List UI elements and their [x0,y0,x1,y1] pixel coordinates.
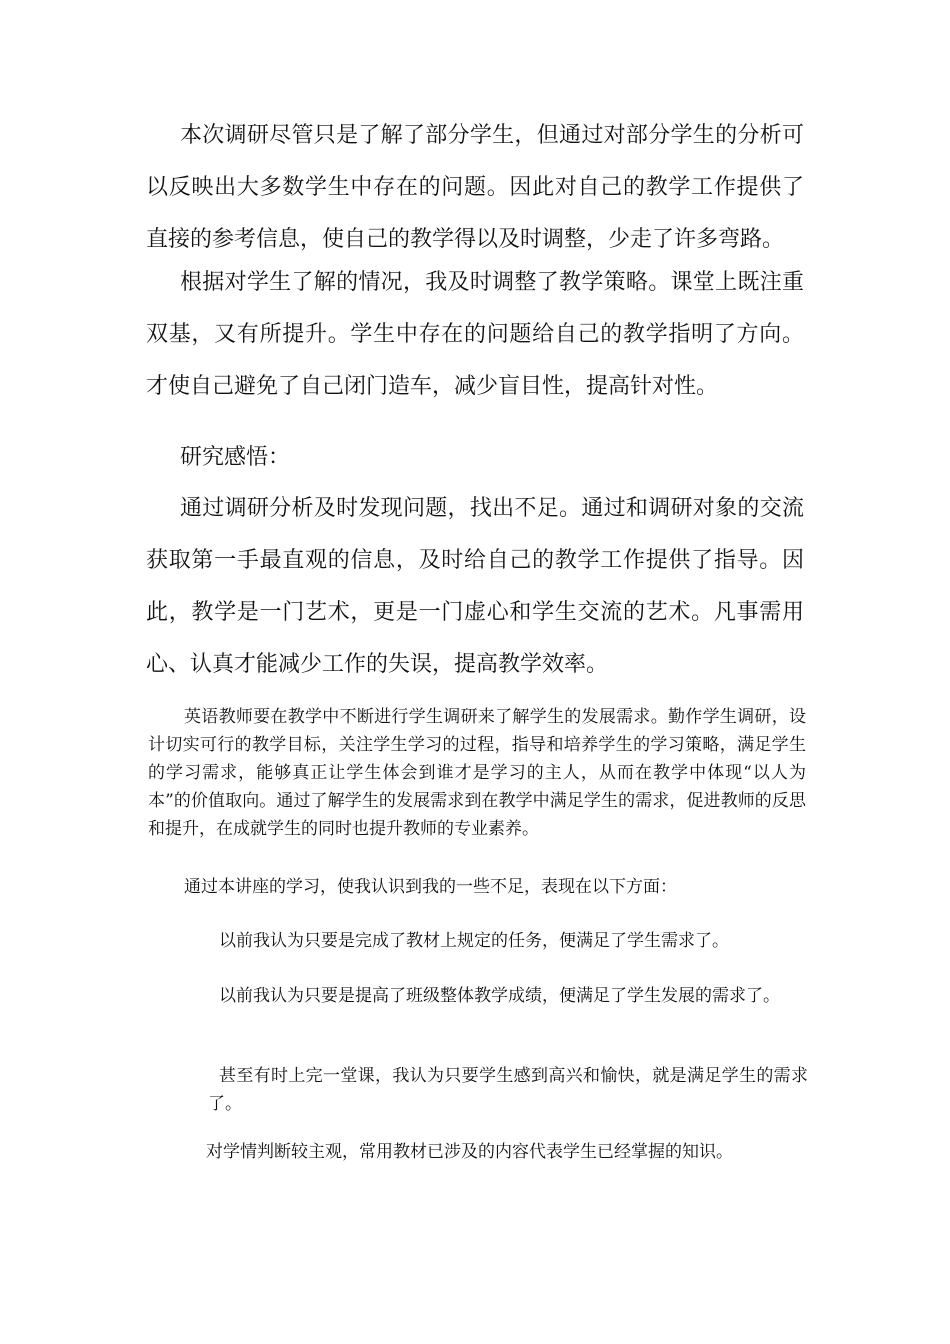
list-item-shortcoming-3: 甚至有时上完一堂课，我认为只要学生感到高兴和愉快，就是满足学生的需求了。 [208,1066,808,1114]
paragraph-strategy-adjustment: 根据对学生了解的情况，我及时调整了教学策略。课堂上既注重双基，又有所提升。学生中存在的问题给自己的教学指明了方向。才使自己避免了自己闭门造车，减少盲目性，提高针对性。 [146,270,804,399]
paragraph-english-teacher: 英语教师要在教学中不断进行学生调研来了解学生的发展需求。勤作学生调研，设计切实可行的教学目标，关注学生学习的过程，指导和培养学生的学习策略，满足学生的学习需求，能够真正让学生体会到谁才是学习的主人，从而在教学中体现“以人为本”的价值取向。通过了解学生的发展需求到在教学中满足学生的需求，促进教师的反思和提升，在成就学生的同时也提升教师的专业素养。 [148,707,806,839]
paragraph-research-reflection: 通过调研分析及时发现问题，找出不足。通过和调研对象的交流获取第一手最直观的信息，及时给自己的教学工作提供了指导。因此，教学是一门艺术，更是一门虚心和学生交流的艺术。凡事需用心、认真才能减少工作的失误，提高教学效率。 [146,496,804,677]
list-item-shortcoming-2: 以前我认为只要是提高了班级整体教学成绩，便满足了学生发展的需求了。 [219,986,780,1006]
list-item-shortcoming-1: 以前我认为只要是完成了教材上规定的任务，便满足了学生需求了。 [219,931,729,951]
section-heading-research-reflection: 研究感悟： [180,445,291,470]
paragraph-lecture-learning: 通过本讲座的学习，使我认识到我的一些不足，表现在以下方面： [184,877,677,897]
list-item-shortcoming-4: 对学情判断较主观，常用教材已涉及的内容代表学生已经掌握的知识。 [206,1142,733,1162]
paragraph-survey-summary: 本次调研尽管只是了解了部分学生，但通过对部分学生的分析可以反映出大多数学生中存在的问题。因此对自己的教学工作提供了直接的参考信息，使自己的教学得以及时调整，少走了许多弯路。 [146,123,804,252]
